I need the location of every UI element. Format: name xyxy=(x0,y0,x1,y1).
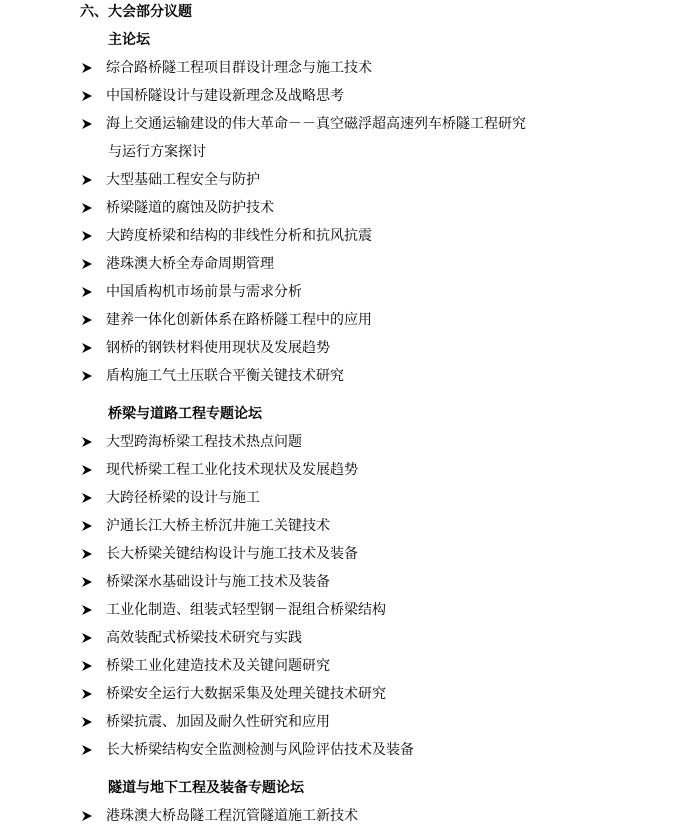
arrow-bullet-icon xyxy=(80,600,94,620)
group-title-tunnel: 隧道与地下工程及装备专题论坛 xyxy=(108,780,304,796)
group-title-bridge-road: 桥梁与道路工程专题论坛 xyxy=(108,406,262,422)
arrow-bullet-icon xyxy=(80,572,94,592)
arrow-bullet-icon xyxy=(80,432,94,452)
arrow-bullet-icon xyxy=(80,170,94,190)
arrow-bullet-icon xyxy=(80,198,94,218)
arrow-bullet-icon xyxy=(80,516,94,536)
arrow-bullet-icon xyxy=(80,282,94,302)
arrow-bullet-icon xyxy=(80,712,94,732)
arrow-bullet-icon xyxy=(80,628,94,648)
arrow-bullet-icon xyxy=(80,254,94,274)
arrow-bullet-icon xyxy=(80,740,94,760)
group-title-main-forum: 主论坛 xyxy=(108,32,150,48)
arrow-bullet-icon xyxy=(80,310,94,330)
arrow-bullet-icon xyxy=(80,58,94,78)
arrow-bullet-icon xyxy=(80,366,94,386)
arrow-bullet-icon xyxy=(80,114,94,134)
list-item-continuation: 与运行方案探讨 xyxy=(108,144,206,160)
arrow-bullet-icon xyxy=(80,338,94,358)
arrow-bullet-icon xyxy=(80,544,94,564)
arrow-bullet-icon xyxy=(80,806,94,826)
arrow-bullet-icon xyxy=(80,488,94,508)
document-page: 六、大会部分议题 主论坛 综合路桥隧工程项目群设计理念与施工技术 中国桥隧设计与建设新理念及战略思考 海上交通运输建设的伟大革命－－真空磁浮超高速列车桥隧工程研究 与运行方案探讨 大型基础工程安全与防护 桥梁隧道的腐蚀及防护技术 大跨度桥梁和结构的非线性分析和抗风抗震 港珠澳大桥全寿命周期管理 中国盾构机市场前景与需求分析 建养一体化创新体系在路桥隧工程中的应用 钢桥的钢铁材料使用现状及发展趋势 盾构施工气土压联合平衡关键技术研究 桥梁与道路工程专题论坛 大型跨海桥梁工程技术热点问题 现代桥梁工程工业化技术现状及发展趋势 大跨径桥梁的设计与施工 沪通长江大桥主桥沉井施工关键技术 长大桥梁关键结构设计与施工技术及装备 桥梁深水基础设计与施工技术及装备 工业化制造、组装式轻型钢－混组合桥梁结构 高效装配式桥梁技术研究与实践 桥梁工业化建造技术及关键问题研究 桥梁安全运行大数据采集及处理关键技术研究 桥梁抗震、加固及耐久性研究和应用 长大桥梁结构安全监测检测与风险评估技术及装备 隧道与地下工程及装备专题论坛 港珠澳大桥岛隧工程沉管隧道施工新技术 xyxy=(80,4,526,824)
arrow-bullet-icon xyxy=(80,460,94,480)
section-title: 六、大会部分议题 xyxy=(80,4,192,20)
arrow-bullet-icon xyxy=(80,226,94,246)
arrow-bullet-icon xyxy=(80,656,94,676)
arrow-bullet-icon xyxy=(80,684,94,704)
arrow-bullet-icon xyxy=(80,86,94,106)
